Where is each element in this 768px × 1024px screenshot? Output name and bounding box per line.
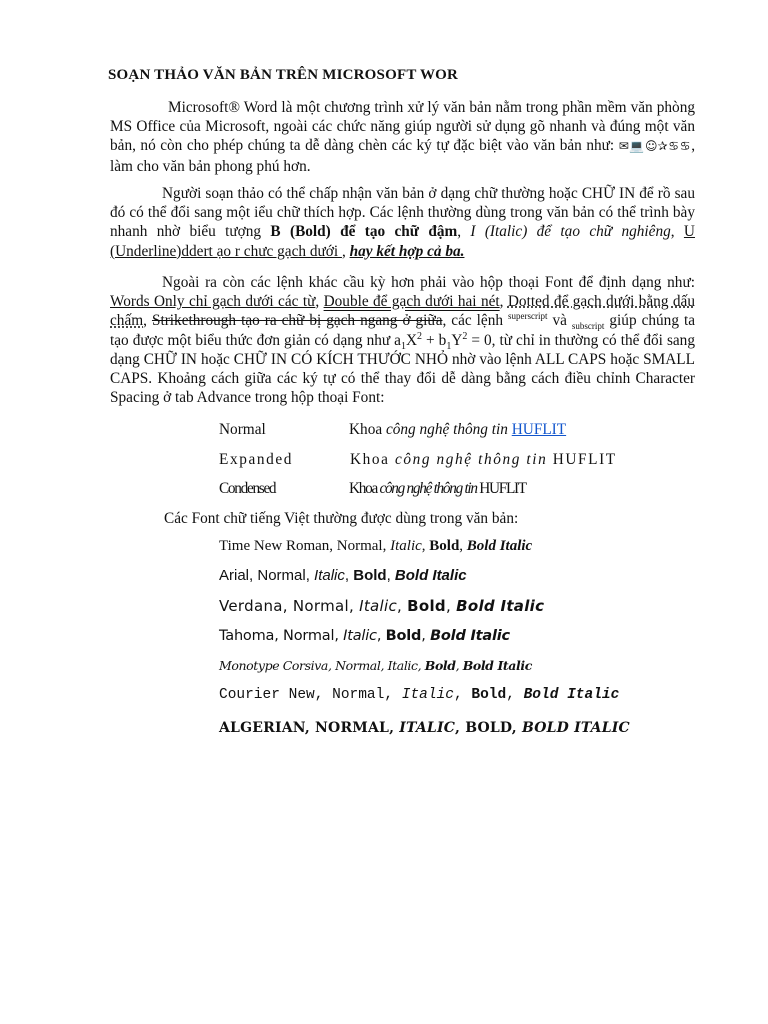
special-symbols: ✉💻☺✰♋♋	[618, 139, 692, 154]
font-bold-italic: Bold Italic	[394, 567, 467, 584]
spacing-word: Khoa	[349, 421, 383, 438]
subscript-digit: 1	[400, 340, 406, 352]
double-underline-example: Double để gạch dưới hai nét	[323, 293, 500, 311]
spacing-condensed-row	[219, 480, 526, 498]
separator: ,	[499, 293, 508, 311]
font-sample-courier: Courier New, Normal, Italic, Bold, Bold Italic	[219, 687, 620, 703]
formula-op: + b	[422, 331, 447, 349]
subscript-example: subscript	[571, 321, 605, 332]
font-bold-italic: Bold Italic	[430, 628, 510, 644]
spacing-brand: HUFLIT	[552, 451, 617, 468]
spacing-label: Normal	[219, 421, 266, 438]
formula-var: X	[405, 331, 418, 349]
font-name: Time New Roman	[219, 538, 330, 554]
paragraph-text: Ngoài ra còn các lệnh khác cầu kỳ hơn phải vào hộp thoại Font để định dạng như:	[162, 274, 695, 291]
words-only-example: Words Only chỉ gạch dưới các từ	[110, 293, 316, 311]
font-normal: Normal	[257, 567, 306, 584]
spacing-word: Khoa	[350, 451, 390, 468]
paragraph-intro	[110, 98, 695, 176]
font-name: Tahoma	[219, 628, 275, 644]
paragraph-text: Người soạn thảo có thể chấp nhận văn bản ở dạng chữ thường hoặc CHỮ IN để rồ sau đó có thể đổi sang một iểu chữ thích hợp. Các lệnh thường dùng trong văn bản có thể trình bày nhanh nhờ biểu tượng	[110, 185, 695, 241]
font-normal: Normal	[336, 538, 383, 554]
superscript-digit: 2	[462, 330, 468, 342]
paragraph-font-dialog	[110, 273, 695, 407]
font-bold: Bold	[424, 658, 456, 673]
spacing-label: Expanded	[219, 451, 293, 468]
spacing-italic-text: công nghệ thông tin	[385, 421, 508, 438]
font-bold-italic: BOLD ITALIC	[521, 720, 630, 736]
font-name: Courier New	[219, 687, 315, 703]
combined-example: hay kết hợp cả ba.	[349, 242, 465, 260]
paragraph-formatting	[110, 184, 695, 261]
spacing-italic-text: công nghệ thông tin	[394, 451, 548, 468]
spacing-label: Condensed	[219, 480, 276, 497]
superscript-example: superscript	[508, 311, 548, 322]
separator: ,	[341, 242, 350, 260]
font-name: Arial	[219, 567, 250, 584]
font-bold: Bold	[385, 628, 422, 644]
font-bold: Bold	[407, 597, 446, 615]
font-italic: Italic	[359, 597, 397, 615]
strikethrough-example: Strikethrough tạo ra chữ bị gạch ngang ở giữa	[151, 312, 443, 330]
spacing-italic-text: công nghệ thông tin	[379, 480, 477, 497]
font-name: Monotype Corsiva	[219, 658, 328, 673]
font-bold-italic: Bold Italic	[523, 687, 620, 703]
font-bold-italic: Bold Italic	[462, 658, 532, 673]
font-italic: Italic	[343, 628, 377, 644]
font-sample-arial: Arial, Normal, Italic, Bold, Bold Italic	[219, 567, 467, 584]
font-bold: Bold	[353, 567, 387, 584]
font-italic: Italic	[401, 687, 454, 703]
font-bold-italic: Bold Italic	[456, 597, 545, 615]
font-normal: Normal	[335, 658, 381, 673]
font-normal: NORMAL	[315, 720, 390, 736]
paragraph-text: giúp chúng ta tạo được một biểu thức đơn giản có dạng như a	[110, 312, 695, 349]
spacing-word: Khoa	[349, 480, 377, 497]
document-title: SOẠN THẢO VĂN BẢN TRÊN MICROSOFT WOR	[108, 67, 459, 83]
dotted-underline-example: Dotted để gạch dưới bằng dấu chấm	[110, 293, 695, 330]
separator: ,	[315, 293, 324, 311]
spacing-expanded-row	[219, 451, 617, 469]
font-sample-tahoma: Tahoma, Normal, Italic, Bold, Bold Italic	[219, 628, 510, 644]
font-sample-corsiva: Monotype Corsiva, Normal, Italic, Bold, Bold Italic	[219, 658, 532, 673]
paragraph-text: , các lệnh	[442, 312, 508, 330]
font-list-intro: Các Font chữ tiếng Việt thường được dùng trong văn bản:	[164, 510, 519, 527]
font-name: Verdana	[219, 597, 283, 615]
spacing-normal-row	[219, 421, 566, 439]
font-italic: Italic	[390, 538, 422, 554]
font-normal: Normal	[292, 597, 349, 615]
font-sample-times: Time New Roman, Normal, Italic, Bold, Bold Italic	[219, 538, 533, 554]
font-name: ALGERIAN	[219, 720, 305, 736]
font-bold: BOLD	[465, 720, 512, 736]
font-normal: Normal	[332, 687, 385, 703]
italic-example: I (Italic) để tạo chữ nghiêng	[470, 223, 671, 241]
font-italic: ITALIC	[399, 720, 456, 736]
font-italic: Italic	[387, 658, 418, 673]
font-sample-algerian: ALGERIAN, NORMAL, ITALIC, BOLD, BOLD ITALIC	[219, 720, 630, 736]
underline-example: (Underline)ddert ạo r chưc gạch dưới	[110, 242, 342, 260]
font-bold-italic: Bold Italic	[466, 538, 533, 554]
paragraph-text: , làm cho văn bản phong phú hơn.	[110, 137, 696, 175]
font-italic: Italic	[314, 567, 345, 584]
subscript-digit: 1	[446, 340, 452, 352]
paragraph-text: Microsoft® Word là một chương trình xử lý văn bản nằm trong phần mềm văn phòng MS Office của Microsoft, ngoài các chức năng giúp người sử dụng gõ nhanh và đúng một văn bản, nó còn cho phép chúng ta dễ dàng chèn các ký tự đặc biệt vào văn bản như:	[110, 99, 695, 155]
font-bold: Bold	[471, 687, 507, 703]
font-normal: Normal	[283, 628, 335, 644]
paragraph-text: và	[547, 312, 572, 330]
underline-example-letter: U	[683, 223, 695, 241]
separator: ,	[670, 223, 684, 241]
separator: ,	[457, 223, 471, 241]
separator: ,	[143, 312, 152, 330]
paragraph-text: = 0, từ chỉ in thường có thể đổi sang dạng CHỮ IN hoặc CHỮ IN CÓ KÍCH THƯỚC NHỎ nhờ vào lệnh ALL CAPS hoặc SMALL CAPS. Khoảng cách giữa các ký tự có thể thay đổi dễ dàng bằng cách điều chỉnh Character Spacing ở tab Advance trong hộp thoại Font:	[110, 331, 695, 407]
bold-example: B (Bold) để tạo chữ đậm	[270, 223, 458, 241]
font-sample-verdana: Verdana, Normal, Italic, Bold, Bold Italic	[219, 597, 545, 615]
spacing-brand: HUFLIT	[479, 480, 526, 497]
font-bold: Bold	[429, 538, 460, 554]
formula-var: Y	[451, 331, 463, 349]
huflit-link[interactable]: HUFLIT	[511, 421, 567, 438]
superscript-digit: 2	[417, 330, 423, 342]
